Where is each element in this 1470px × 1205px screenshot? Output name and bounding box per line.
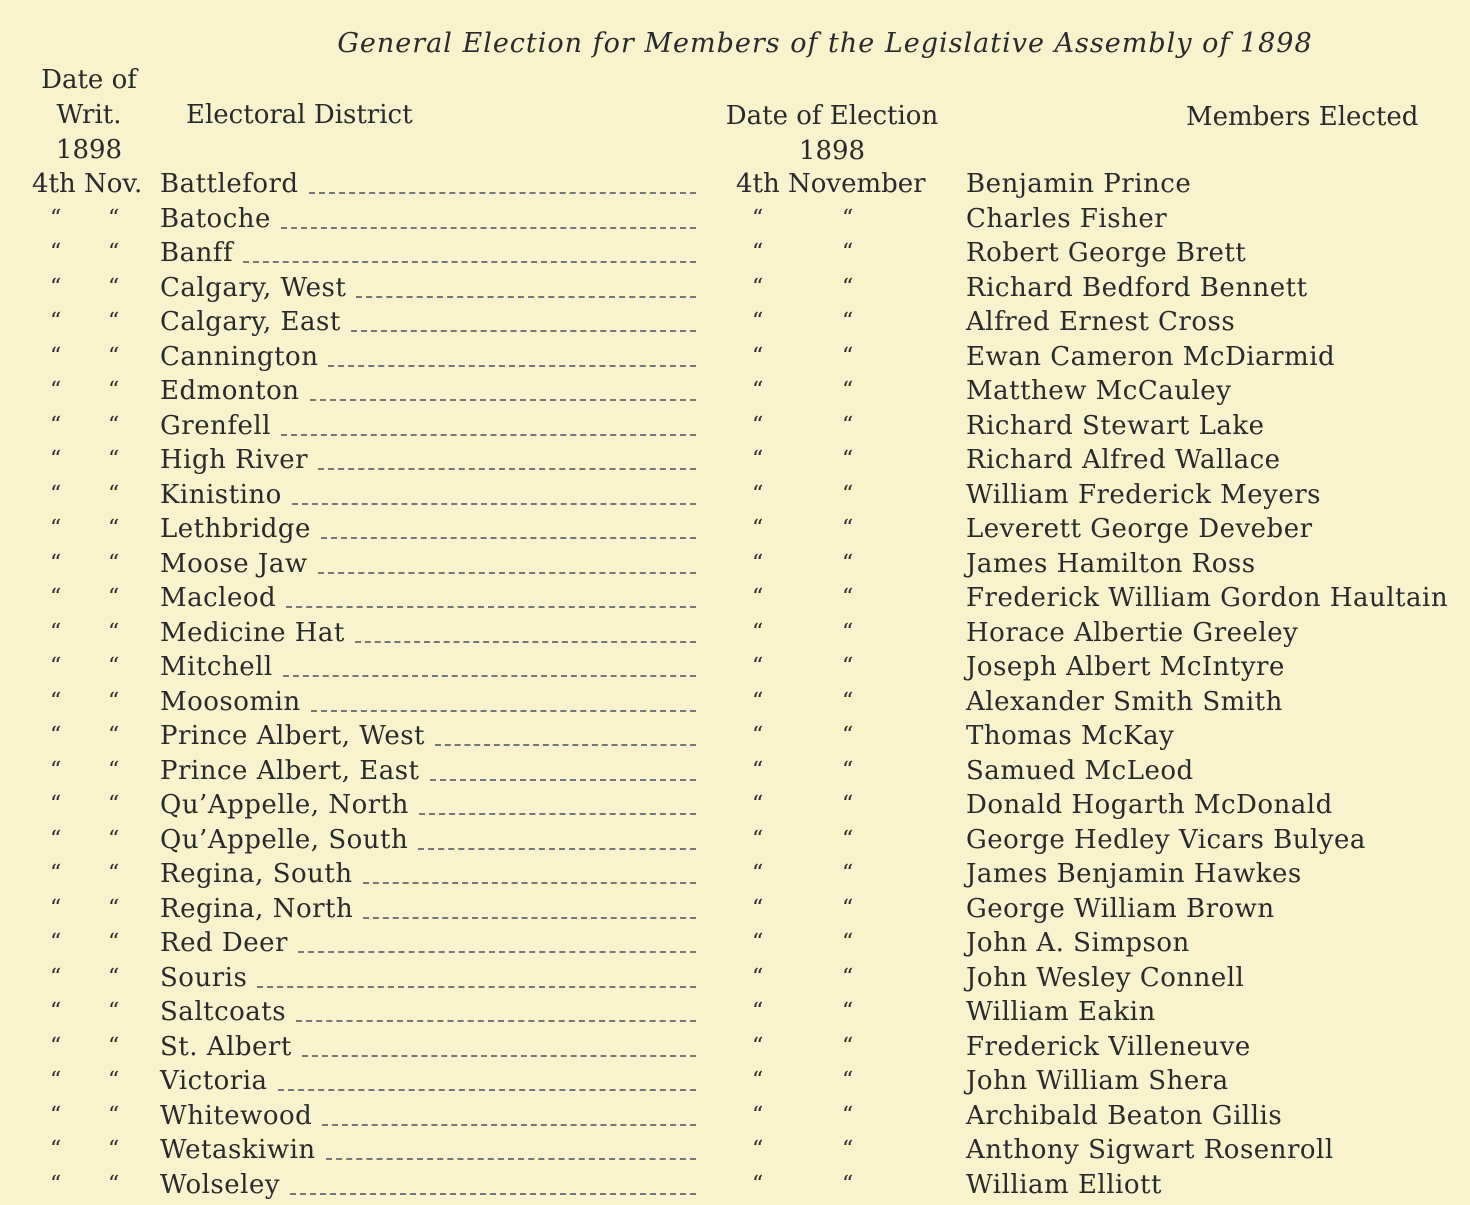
- district-name: Qu’Appelle, North: [160, 790, 409, 820]
- writ-ditto-mark: “: [50, 826, 62, 852]
- election-ditto-mark: “: [842, 654, 854, 679]
- header-election-line1: Date of Election: [725, 101, 939, 131]
- writ-ditto-mark: “: [108, 447, 120, 472]
- writ-ditto-mark: “: [50, 757, 62, 783]
- district-name: Wolseley: [160, 1169, 281, 1200]
- election-ditto-mark: “: [842, 274, 854, 300]
- header-date-of-writ: [28, 63, 150, 168]
- dot-leader: [435, 726, 696, 746]
- member-name: William Eakin: [966, 997, 1156, 1027]
- writ-ditto-mark: “: [108, 1068, 120, 1093]
- dot-leader: [310, 381, 696, 401]
- writ-ditto-mark: “: [50, 481, 62, 507]
- table-row: [0, 616, 1470, 651]
- table-row: [0, 1064, 1470, 1099]
- district-cell: [160, 581, 696, 616]
- election-ditto-mark: “: [842, 1102, 854, 1128]
- table-row: [0, 650, 1470, 685]
- writ-ditto-mark: “: [50, 516, 62, 541]
- district-name: Lethbridge: [160, 514, 311, 544]
- writ-ditto-mark: “: [50, 964, 62, 990]
- writ-ditto-mark: “: [50, 1137, 62, 1162]
- election-ditto-mark: “: [842, 205, 854, 231]
- district-name: Regina, North: [160, 893, 354, 924]
- election-ditto-mark: “: [752, 240, 764, 265]
- table-row: [0, 512, 1470, 547]
- election-table: [0, 167, 1470, 1202]
- election-ditto-mark: “: [752, 274, 764, 300]
- election-ditto-mark: “: [752, 1171, 764, 1197]
- member-name: John William Shera: [966, 1066, 1229, 1096]
- dot-leader: [328, 347, 696, 367]
- header-election-line2: 1898: [798, 136, 866, 166]
- member-name: Matthew McCauley: [966, 376, 1232, 406]
- dot-leader: [351, 312, 696, 332]
- election-ditto-mark: “: [752, 309, 764, 334]
- election-ditto-mark: “: [752, 861, 764, 886]
- writ-ditto-mark: “: [108, 826, 120, 852]
- table-row: [0, 857, 1470, 892]
- dot-leader: [363, 864, 696, 884]
- writ-ditto-mark: “: [108, 1033, 120, 1059]
- writ-ditto-mark: “: [108, 964, 120, 990]
- district-name: Batoche: [160, 203, 271, 234]
- writ-ditto-mark: “: [108, 481, 120, 507]
- election-ditto-mark: “: [752, 205, 764, 231]
- election-ditto-mark: “: [752, 585, 764, 610]
- writ-ditto-mark: “: [108, 585, 120, 610]
- writ-ditto-mark: “: [108, 240, 120, 265]
- table-row: [0, 961, 1470, 996]
- district-name: Prince Albert, West: [160, 721, 426, 751]
- dot-leader: [355, 623, 696, 643]
- header-writ-line3: 1898: [55, 135, 123, 165]
- election-ditto-mark: “: [752, 688, 764, 714]
- election-ditto-mark: “: [842, 516, 854, 541]
- district-cell: [160, 685, 696, 720]
- election-ditto-mark: “: [752, 343, 764, 369]
- member-name: Alexander Smith Smith: [966, 686, 1283, 717]
- header-date-of-election: [712, 99, 952, 169]
- election-ditto-mark: “: [842, 1137, 854, 1162]
- dot-leader: [326, 1140, 696, 1160]
- table-row: [0, 719, 1470, 754]
- member-name: Charles Fisher: [966, 203, 1168, 234]
- writ-ditto-mark: “: [50, 895, 62, 921]
- district-cell: [160, 961, 696, 996]
- district-name: Battleford: [160, 169, 299, 199]
- member-name: George William Brown: [966, 893, 1275, 924]
- writ-ditto-mark: “: [108, 516, 120, 541]
- district-cell: [160, 1099, 696, 1134]
- writ-ditto-mark: “: [108, 1102, 120, 1128]
- district-name: High River: [160, 445, 309, 475]
- writ-ditto-mark: “: [108, 550, 120, 576]
- writ-ditto-mark: “: [108, 654, 120, 679]
- district-name: Whitewood: [160, 1100, 313, 1131]
- table-row: [0, 340, 1470, 375]
- writ-ditto-mark: “: [108, 861, 120, 886]
- dot-leader: [302, 1037, 696, 1057]
- writ-ditto-mark: “: [50, 619, 62, 645]
- writ-ditto-mark: “: [50, 1033, 62, 1059]
- district-name: St. Albert: [160, 1031, 292, 1062]
- district-cell: [160, 857, 696, 892]
- district-name: Calgary, East: [160, 307, 341, 337]
- election-ditto-mark: “: [842, 1068, 854, 1093]
- header-electoral-district: Electoral District: [186, 100, 413, 130]
- election-ditto-mark: “: [752, 999, 764, 1024]
- writ-ditto-mark: “: [108, 1137, 120, 1162]
- writ-ditto-mark: “: [50, 1102, 62, 1128]
- district-cell: [160, 236, 696, 271]
- district-name: Macleod: [160, 583, 277, 613]
- member-name: Robert George Brett: [966, 238, 1247, 268]
- writ-ditto-mark: “: [108, 343, 120, 369]
- district-cell: [160, 1064, 696, 1099]
- election-ditto-mark: “: [752, 1033, 764, 1059]
- table-row: [0, 823, 1470, 858]
- election-ditto-mark: “: [842, 309, 854, 334]
- district-cell: [160, 650, 696, 685]
- table-row: [0, 995, 1470, 1030]
- election-ditto-mark: “: [752, 792, 764, 817]
- member-name: Leverett George Deveber: [966, 514, 1313, 544]
- table-row: [0, 926, 1470, 961]
- district-cell: [160, 202, 696, 237]
- dot-leader: [322, 1106, 696, 1126]
- district-name: Saltcoats: [160, 997, 287, 1027]
- table-row: [0, 374, 1470, 409]
- table-row: [0, 1168, 1470, 1203]
- member-name: William Frederick Meyers: [966, 479, 1322, 510]
- table-row: [0, 685, 1470, 720]
- table-row: [0, 478, 1470, 513]
- member-name: Richard Bedford Bennett: [966, 272, 1308, 303]
- district-cell: [160, 340, 696, 375]
- writ-ditto-mark: “: [108, 412, 120, 438]
- table-row: [0, 236, 1470, 271]
- district-cell: [160, 547, 696, 582]
- district-name: Regina, South: [160, 859, 353, 889]
- header-members-elected: Members Elected: [1186, 102, 1419, 132]
- dot-leader: [257, 968, 696, 988]
- election-ditto-mark: “: [842, 723, 854, 748]
- election-ditto-mark: “: [752, 1102, 764, 1128]
- election-ditto-mark: “: [842, 412, 854, 438]
- election-ditto-mark: “: [752, 412, 764, 438]
- dot-leader: [430, 761, 697, 781]
- member-name: Donald Hogarth McDonald: [966, 790, 1333, 820]
- district-cell: [160, 1030, 696, 1065]
- election-ditto-mark: “: [752, 378, 764, 403]
- member-name: James Benjamin Hawkes: [966, 859, 1302, 889]
- writ-ditto-mark: “: [50, 688, 62, 714]
- district-name: Edmonton: [160, 376, 300, 406]
- district-name: Victoria: [160, 1066, 268, 1096]
- district-cell: [160, 995, 696, 1030]
- district-cell: [160, 167, 696, 202]
- header-writ-line2: Writ.: [56, 100, 122, 130]
- election-ditto-mark: “: [842, 792, 854, 817]
- writ-ditto-mark: “: [108, 895, 120, 921]
- writ-ditto-mark: “: [108, 723, 120, 748]
- member-name: George Hedley Vicars Bulyea: [966, 824, 1366, 855]
- writ-ditto-mark: “: [108, 930, 120, 955]
- district-name: Moose Jaw: [160, 548, 308, 579]
- dot-leader: [318, 554, 696, 574]
- district-name: Cannington: [160, 341, 319, 372]
- writ-ditto-mark: “: [108, 688, 120, 714]
- writ-ditto-mark: “: [108, 274, 120, 300]
- writ-ditto-mark: “: [50, 205, 62, 231]
- dot-leader: [418, 830, 696, 850]
- district-cell: [160, 512, 696, 547]
- writ-ditto-mark: “: [108, 619, 120, 645]
- district-cell: [160, 754, 696, 789]
- district-cell: [160, 616, 696, 651]
- election-ditto-mark: “: [752, 757, 764, 783]
- dot-leader: [283, 657, 696, 677]
- writ-ditto-mark: “: [108, 757, 120, 783]
- election-ditto-mark: “: [842, 930, 854, 955]
- election-ditto-mark: “: [752, 964, 764, 990]
- election-ditto-mark: “: [842, 550, 854, 576]
- election-ditto-mark: “: [842, 240, 854, 265]
- election-ditto-mark: “: [752, 723, 764, 748]
- election-ditto-mark: “: [842, 585, 854, 610]
- election-ditto-mark: “: [752, 516, 764, 541]
- election-ditto-mark: “: [842, 757, 854, 783]
- district-cell: [160, 409, 696, 444]
- district-cell: [160, 374, 696, 409]
- election-ditto-mark: “: [842, 964, 854, 990]
- district-name: Kinistino: [160, 479, 282, 510]
- election-ditto-mark: “: [842, 481, 854, 507]
- dot-leader: [318, 450, 696, 470]
- election-ditto-mark: “: [842, 688, 854, 714]
- district-name: Wetaskiwin: [160, 1135, 316, 1165]
- member-name: Archibald Beaton Gillis: [966, 1100, 1283, 1131]
- table-row: [0, 892, 1470, 927]
- dot-leader: [296, 1002, 696, 1022]
- district-name: Prince Albert, East: [160, 755, 420, 786]
- district-name: Medicine Hat: [160, 617, 345, 648]
- table-row: [0, 788, 1470, 823]
- dot-leader: [281, 209, 696, 229]
- election-ditto-mark: “: [842, 378, 854, 403]
- district-name: Calgary, West: [160, 272, 347, 303]
- election-ditto-mark: “: [842, 999, 854, 1024]
- district-name: Souris: [160, 962, 248, 993]
- member-name: Samued McLeod: [966, 755, 1194, 786]
- writ-ditto-mark: “: [108, 309, 120, 334]
- table-row: [0, 167, 1470, 202]
- writ-ditto-mark: “: [50, 412, 62, 438]
- member-name: Joseph Albert McIntyre: [966, 652, 1285, 682]
- election-ditto-mark: “: [752, 895, 764, 921]
- district-name: Grenfell: [160, 410, 271, 441]
- table-row: [0, 1030, 1470, 1065]
- writ-ditto-mark: “: [50, 550, 62, 576]
- election-ditto-mark: “: [752, 619, 764, 645]
- writ-ditto-mark: “: [50, 343, 62, 369]
- writ-ditto-mark: “: [108, 792, 120, 817]
- election-ditto-mark: “: [752, 447, 764, 472]
- writ-ditto-mark: “: [50, 930, 62, 955]
- writ-ditto-mark: “: [50, 999, 62, 1024]
- table-row: [0, 409, 1470, 444]
- district-cell: [160, 305, 696, 340]
- writ-ditto-mark: “: [50, 274, 62, 300]
- writ-ditto-mark: “: [108, 205, 120, 231]
- election-ditto-mark: “: [752, 1137, 764, 1162]
- election-ditto-mark: “: [752, 1068, 764, 1093]
- table-row: [0, 754, 1470, 789]
- table-row: [0, 1133, 1470, 1168]
- dot-leader: [321, 519, 696, 539]
- member-name: Anthony Sigwart Rosenroll: [966, 1135, 1334, 1165]
- writ-date: 4th Nov.: [32, 169, 143, 199]
- election-ditto-mark: “: [842, 1171, 854, 1197]
- member-name: John Wesley Connell: [966, 962, 1245, 993]
- election-ditto-mark: “: [752, 930, 764, 955]
- member-name: John A. Simpson: [966, 928, 1190, 958]
- table-row: [0, 202, 1470, 237]
- writ-ditto-mark: “: [50, 861, 62, 886]
- dot-leader: [278, 1071, 696, 1091]
- district-cell: [160, 1168, 696, 1203]
- page-title: General Election for Members of the Legislative Assembly of 1898: [337, 28, 1313, 59]
- district-name: Qu’Appelle, South: [160, 824, 409, 855]
- district-cell: [160, 443, 696, 478]
- writ-ditto-mark: “: [108, 1171, 120, 1197]
- district-name: Banff: [160, 238, 234, 268]
- member-name: William Elliott: [966, 1169, 1162, 1200]
- dot-leader: [286, 588, 696, 608]
- writ-ditto-mark: “: [50, 792, 62, 817]
- writ-ditto-mark: “: [50, 447, 62, 472]
- district-cell: [160, 719, 696, 754]
- dot-leader: [356, 278, 696, 298]
- dot-leader: [298, 933, 696, 953]
- election-date: 4th November: [736, 169, 926, 199]
- member-name: Frederick William Gordon Haultain: [966, 583, 1449, 613]
- table-row: [0, 547, 1470, 582]
- dot-leader: [311, 692, 696, 712]
- dot-leader: [309, 174, 696, 194]
- dot-leader: [419, 795, 696, 815]
- district-cell: [160, 1133, 696, 1168]
- dot-leader: [292, 485, 696, 505]
- table-row: [0, 271, 1470, 306]
- writ-ditto-mark: “: [50, 1068, 62, 1093]
- table-row: [0, 305, 1470, 340]
- member-name: Richard Stewart Lake: [966, 410, 1265, 441]
- member-name: Thomas McKay: [966, 721, 1175, 751]
- table-row: [0, 581, 1470, 616]
- election-ditto-mark: “: [752, 550, 764, 576]
- writ-ditto-mark: “: [50, 654, 62, 679]
- dot-leader: [363, 899, 696, 919]
- writ-ditto-mark: “: [50, 723, 62, 748]
- election-ditto-mark: “: [842, 1033, 854, 1059]
- dot-leader: [281, 416, 696, 436]
- table-row: [0, 443, 1470, 478]
- election-ditto-mark: “: [752, 481, 764, 507]
- member-name: Ewan Cameron McDiarmid: [966, 341, 1336, 372]
- election-ditto-mark: “: [842, 343, 854, 369]
- dot-leader: [290, 1175, 696, 1195]
- writ-ditto-mark: “: [108, 999, 120, 1024]
- table-row: [0, 1099, 1470, 1134]
- member-name: Horace Albertie Greeley: [966, 617, 1299, 648]
- election-ditto-mark: “: [842, 861, 854, 886]
- election-ditto-mark: “: [752, 826, 764, 852]
- election-ditto-mark: “: [842, 619, 854, 645]
- header-writ-line1: Date of: [41, 65, 137, 95]
- district-cell: [160, 892, 696, 927]
- member-name: Frederick Villeneuve: [966, 1031, 1251, 1062]
- election-ditto-mark: “: [842, 826, 854, 852]
- writ-ditto-mark: “: [50, 309, 62, 334]
- member-name: James Hamilton Ross: [966, 548, 1256, 579]
- district-cell: [160, 788, 696, 823]
- member-name: Richard Alfred Wallace: [966, 445, 1281, 475]
- district-cell: [160, 823, 696, 858]
- election-ditto-mark: “: [842, 447, 854, 472]
- writ-ditto-mark: “: [108, 378, 120, 403]
- district-name: Moosomin: [160, 686, 301, 717]
- election-ditto-mark: “: [752, 654, 764, 679]
- dot-leader: [243, 243, 696, 263]
- writ-ditto-mark: “: [50, 585, 62, 610]
- writ-ditto-mark: “: [50, 1171, 62, 1197]
- writ-ditto-mark: “: [50, 378, 62, 403]
- member-name: Benjamin Prince: [966, 169, 1192, 199]
- district-cell: [160, 478, 696, 513]
- district-name: Mitchell: [160, 652, 273, 682]
- district-name: Red Deer: [160, 928, 288, 958]
- writ-ditto-mark: “: [50, 240, 62, 265]
- district-cell: [160, 271, 696, 306]
- member-name: Alfred Ernest Cross: [966, 307, 1236, 337]
- election-ditto-mark: “: [842, 895, 854, 921]
- district-cell: [160, 926, 696, 961]
